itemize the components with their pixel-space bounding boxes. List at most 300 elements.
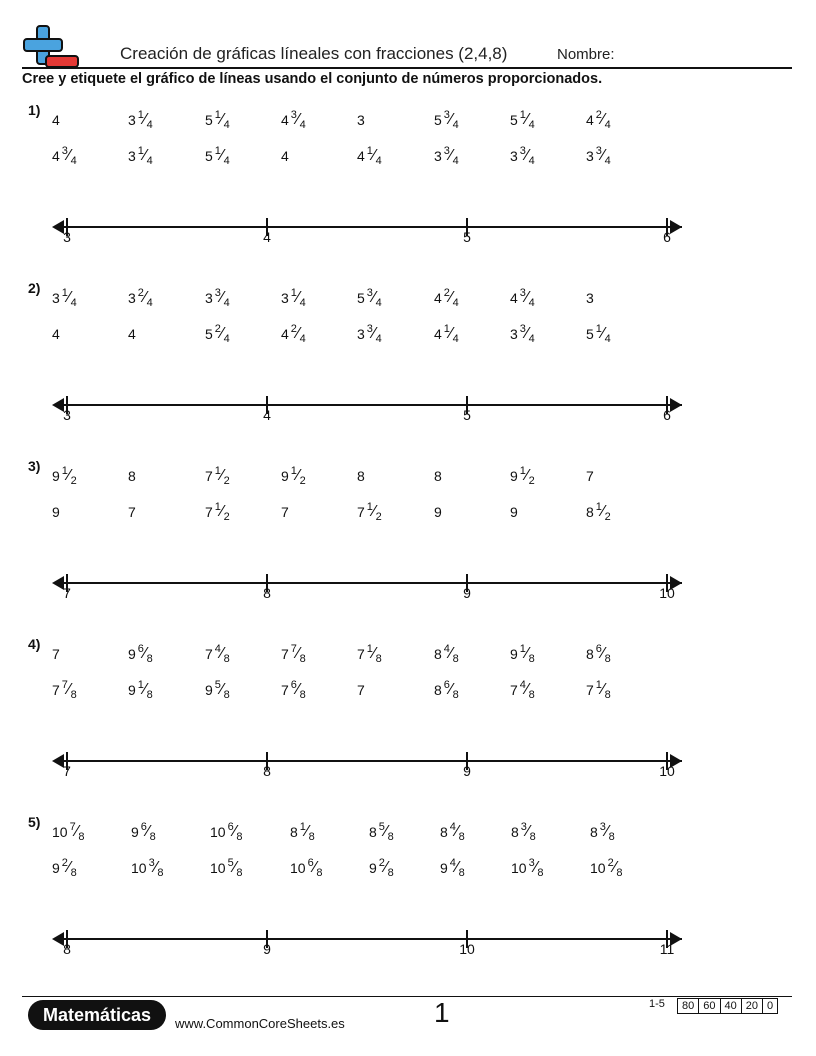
score-cell: 20 <box>741 999 762 1013</box>
denominator: 4 <box>375 333 382 345</box>
numerator: 1 <box>214 145 221 157</box>
denominator: 4 <box>223 333 230 345</box>
fraction-slash: ⁄ <box>449 289 453 306</box>
whole-part: 9 <box>52 860 60 876</box>
numerator: 3 <box>214 287 221 299</box>
fraction-slash: ⁄ <box>296 467 300 484</box>
mixed-number <box>357 113 367 127</box>
fraction-slash: ⁄ <box>220 325 224 342</box>
mixed-number <box>434 643 459 665</box>
mixed-number <box>590 857 623 879</box>
whole-part: 9 <box>510 468 518 484</box>
name-label: Nombre: <box>557 46 615 63</box>
mixed-number <box>586 643 611 665</box>
numerator: 3 <box>519 145 526 157</box>
numerator: 1 <box>214 465 221 477</box>
numerator: 3 <box>520 821 527 833</box>
denominator: 4 <box>452 333 459 345</box>
denominator: 2 <box>70 475 77 487</box>
mixed-number <box>510 679 535 701</box>
fraction-slash: ⁄ <box>143 147 147 164</box>
whole-part: 7 <box>281 646 289 662</box>
problem-2 <box>0 280 816 458</box>
whole-part: 9 <box>205 682 213 698</box>
numerator: 3 <box>595 145 602 157</box>
fraction-slash: ⁄ <box>455 859 459 876</box>
numerator: 1 <box>443 323 450 335</box>
mixed-number <box>281 287 306 309</box>
mixed-number <box>281 323 306 345</box>
fraction-slash: ⁄ <box>296 111 300 128</box>
fraction-slash: ⁄ <box>601 147 605 164</box>
fraction-slash: ⁄ <box>67 467 71 484</box>
denominator: 8 <box>528 653 535 665</box>
mixed-number <box>434 469 444 483</box>
arrow-right-icon <box>670 220 682 234</box>
whole-part: 4 <box>281 148 289 164</box>
whole-part: 10 <box>210 860 226 876</box>
denominator: 8 <box>608 831 615 843</box>
tick-label: 6 <box>663 407 671 423</box>
numerator: 6 <box>290 679 297 691</box>
denominator: 8 <box>528 689 535 701</box>
whole-part: 3 <box>52 290 60 306</box>
mixed-number <box>434 679 459 701</box>
whole-part: 4 <box>52 326 60 342</box>
fraction-slash: ⁄ <box>534 859 538 876</box>
denominator: 4 <box>299 119 306 131</box>
mixed-number <box>205 145 230 167</box>
mixed-number <box>434 145 459 167</box>
whole-part: 9 <box>510 504 518 520</box>
score-cell: 60 <box>698 999 719 1013</box>
mixed-number <box>357 501 382 523</box>
fraction-slash: ⁄ <box>449 147 453 164</box>
whole-part: 8 <box>290 824 298 840</box>
numerator: 2 <box>137 287 144 299</box>
fraction-slash: ⁄ <box>220 289 224 306</box>
denominator: 8 <box>236 831 243 843</box>
whole-part: 4 <box>357 148 365 164</box>
fraction-slash: ⁄ <box>601 681 605 698</box>
numerator: 6 <box>140 821 147 833</box>
whole-part: 9 <box>128 646 136 662</box>
denominator: 4 <box>604 333 611 345</box>
score-cell: 0 <box>762 999 777 1013</box>
mixed-number <box>586 469 596 483</box>
numerator: 1 <box>519 109 526 121</box>
mixed-number <box>128 327 138 341</box>
whole-part: 3 <box>586 290 594 306</box>
fraction-slash: ⁄ <box>67 681 71 698</box>
problem-number: 1) <box>28 102 41 118</box>
mixed-number <box>511 821 536 843</box>
fraction-slash: ⁄ <box>220 503 224 520</box>
numerator: 3 <box>366 323 373 335</box>
mixed-number <box>510 643 535 665</box>
mixed-number <box>290 857 323 879</box>
whole-part: 9 <box>281 468 289 484</box>
numerator: 2 <box>607 857 614 869</box>
fraction-slash: ⁄ <box>143 289 147 306</box>
fraction-slash: ⁄ <box>525 681 529 698</box>
numerator: 5 <box>378 821 385 833</box>
whole-part: 5 <box>510 112 518 128</box>
denominator: 4 <box>528 333 535 345</box>
whole-part: 10 <box>511 860 527 876</box>
whole-part: 3 <box>281 290 289 306</box>
denominator: 8 <box>236 867 243 879</box>
fraction-slash: ⁄ <box>154 859 158 876</box>
fraction-slash: ⁄ <box>525 147 529 164</box>
tick-label: 8 <box>63 941 71 957</box>
denominator: 8 <box>299 653 306 665</box>
denominator: 8 <box>387 831 394 843</box>
denominator: 4 <box>146 155 153 167</box>
whole-part: 10 <box>590 860 606 876</box>
whole-part: 3 <box>128 112 136 128</box>
denominator: 8 <box>146 689 153 701</box>
numerator: 1 <box>366 501 373 513</box>
fraction-slash: ⁄ <box>601 325 605 342</box>
mixed-number <box>210 857 243 879</box>
whole-part: 10 <box>52 824 68 840</box>
fraction-slash: ⁄ <box>220 147 224 164</box>
denominator: 2 <box>604 511 611 523</box>
whole-part: 3 <box>128 290 136 306</box>
denominator: 8 <box>299 689 306 701</box>
denominator: 8 <box>616 867 623 879</box>
number-line <box>52 749 692 785</box>
mixed-number <box>281 149 291 163</box>
numerator: 1 <box>366 145 373 157</box>
denominator: 2 <box>299 475 306 487</box>
number-line <box>52 393 692 429</box>
fraction-slash: ⁄ <box>220 645 224 662</box>
denominator: 4 <box>375 155 382 167</box>
whole-part: 7 <box>281 504 289 520</box>
whole-part: 7 <box>281 682 289 698</box>
arrow-right-icon <box>670 398 682 412</box>
whole-part: 3 <box>434 148 442 164</box>
fraction-slash: ⁄ <box>525 289 529 306</box>
numerator: 1 <box>595 501 602 513</box>
fraction-slash: ⁄ <box>525 111 529 128</box>
fraction-slash: ⁄ <box>220 681 224 698</box>
whole-part: 9 <box>52 504 60 520</box>
fraction-slash: ⁄ <box>605 823 609 840</box>
mixed-number <box>205 501 230 523</box>
denominator: 2 <box>223 475 230 487</box>
mixed-number <box>210 821 243 843</box>
mixed-number <box>52 647 62 661</box>
whole-part: 8 <box>586 504 594 520</box>
problem-number: 2) <box>28 280 41 296</box>
whole-part: 8 <box>369 824 377 840</box>
mixed-number <box>357 643 382 665</box>
whole-part: 9 <box>131 824 139 840</box>
mixed-number <box>510 323 535 345</box>
whole-part: 4 <box>281 112 289 128</box>
denominator: 4 <box>452 297 459 309</box>
denominator: 8 <box>387 867 394 879</box>
whole-part: 7 <box>586 682 594 698</box>
number-line <box>52 927 692 963</box>
numerator: 3 <box>519 287 526 299</box>
whole-part: 10 <box>131 860 147 876</box>
whole-part: 4 <box>52 112 60 128</box>
tick-label: 9 <box>463 585 471 601</box>
problem-5 <box>0 814 816 992</box>
tick-label: 9 <box>263 941 271 957</box>
whole-part: 10 <box>210 824 226 840</box>
problem-4 <box>0 636 816 814</box>
mixed-number <box>128 505 138 519</box>
fraction-slash: ⁄ <box>525 645 529 662</box>
score-cell: 80 <box>682 1000 695 1012</box>
fraction-slash: ⁄ <box>525 325 529 342</box>
mixed-number <box>52 679 77 701</box>
denominator: 8 <box>604 689 611 701</box>
whole-part: 8 <box>434 682 442 698</box>
whole-part: 8 <box>434 646 442 662</box>
fraction-slash: ⁄ <box>313 859 317 876</box>
whole-part: 9 <box>440 860 448 876</box>
fraction-slash: ⁄ <box>305 823 309 840</box>
numerator: 2 <box>214 323 221 335</box>
mixed-number <box>52 327 62 341</box>
fraction-slash: ⁄ <box>372 289 376 306</box>
whole-part: 10 <box>290 860 306 876</box>
denominator: 8 <box>223 653 230 665</box>
mixed-number <box>205 679 230 701</box>
fraction-slash: ⁄ <box>601 645 605 662</box>
fraction-slash: ⁄ <box>372 645 376 662</box>
mixed-number <box>281 465 306 487</box>
numerator: 1 <box>519 465 526 477</box>
tick-label: 4 <box>263 407 271 423</box>
whole-part: 7 <box>357 682 365 698</box>
fraction-slash: ⁄ <box>449 645 453 662</box>
denominator: 4 <box>528 119 535 131</box>
instructions: Cree y etiquete el gráfico de líneas usando el conjunto de números proporcionados. <box>22 71 603 87</box>
numerator: 5 <box>227 857 234 869</box>
mixed-number <box>52 287 77 309</box>
numerator: 3 <box>528 857 535 869</box>
mixed-number <box>590 821 615 843</box>
page-number: 1 <box>434 997 450 1028</box>
tick-label: 11 <box>659 941 675 957</box>
whole-part: 4 <box>434 326 442 342</box>
denominator: 8 <box>452 653 459 665</box>
whole-part: 7 <box>357 646 365 662</box>
numerator: 2 <box>378 857 385 869</box>
problem-3 <box>0 458 816 636</box>
numerator: 6 <box>227 821 234 833</box>
fraction-slash: ⁄ <box>67 147 71 164</box>
numerator: 1 <box>595 679 602 691</box>
mixed-number <box>511 857 544 879</box>
header-divider <box>22 67 792 69</box>
denominator: 8 <box>146 653 153 665</box>
tick-label: 3 <box>63 229 71 245</box>
denominator: 8 <box>458 831 465 843</box>
fraction-slash: ⁄ <box>384 823 388 840</box>
whole-part: 8 <box>128 468 136 484</box>
mixed-number <box>281 505 291 519</box>
fraction-slash: ⁄ <box>296 325 300 342</box>
mixed-number <box>586 501 611 523</box>
mixed-number <box>357 683 367 697</box>
numerator: 6 <box>307 857 314 869</box>
fraction-slash: ⁄ <box>455 823 459 840</box>
numerator: 6 <box>443 679 450 691</box>
denominator: 4 <box>299 333 306 345</box>
whole-part: 3 <box>357 326 365 342</box>
mixed-number <box>510 465 535 487</box>
mixed-number <box>510 109 535 131</box>
fraction-slash: ⁄ <box>220 111 224 128</box>
whole-part: 5 <box>205 112 213 128</box>
numerator: 3 <box>443 109 450 121</box>
denominator: 4 <box>528 155 535 167</box>
whole-part: 7 <box>52 646 60 662</box>
whole-part: 9 <box>434 504 442 520</box>
numerator: 1 <box>519 643 526 655</box>
fraction-slash: ⁄ <box>449 111 453 128</box>
mixed-number <box>128 469 138 483</box>
fraction-slash: ⁄ <box>525 467 529 484</box>
numerator: 7 <box>69 821 76 833</box>
numerator: 3 <box>290 109 297 121</box>
denominator: 8 <box>458 867 465 879</box>
whole-part: 8 <box>440 824 448 840</box>
numerator: 6 <box>137 643 144 655</box>
score-range: 1-5 <box>649 998 665 1010</box>
whole-part: 4 <box>281 326 289 342</box>
whole-part: 9 <box>510 646 518 662</box>
tick-label: 9 <box>463 763 471 779</box>
whole-part: 7 <box>205 504 213 520</box>
mixed-number <box>290 821 315 843</box>
fraction-slash: ⁄ <box>67 859 71 876</box>
number-line <box>52 215 692 251</box>
denominator: 4 <box>70 155 77 167</box>
mixed-number <box>52 857 77 879</box>
fraction-slash: ⁄ <box>296 289 300 306</box>
tick-label: 4 <box>263 229 271 245</box>
problem-number: 3) <box>28 458 41 474</box>
denominator: 4 <box>452 155 459 167</box>
numerator: 2 <box>61 857 68 869</box>
denominator: 8 <box>78 831 85 843</box>
fraction-slash: ⁄ <box>372 503 376 520</box>
whole-part: 5 <box>357 290 365 306</box>
fraction-slash: ⁄ <box>601 503 605 520</box>
fraction-slash: ⁄ <box>372 147 376 164</box>
denominator: 8 <box>604 653 611 665</box>
numerator: 4 <box>519 679 526 691</box>
mixed-number <box>510 145 535 167</box>
fraction-slash: ⁄ <box>75 823 79 840</box>
numerator: 2 <box>290 323 297 335</box>
site-url: www.CommonCoreSheets.es <box>175 1016 345 1031</box>
score-cell: 40 <box>720 999 741 1013</box>
numerator: 3 <box>443 145 450 157</box>
numerator: 3 <box>61 145 68 157</box>
tick-label: 10 <box>459 941 475 957</box>
mixed-number <box>440 857 465 879</box>
denominator: 8 <box>149 831 156 843</box>
whole-part: 4 <box>586 112 594 128</box>
fraction-slash: ⁄ <box>233 859 237 876</box>
numerator: 4 <box>214 643 221 655</box>
whole-part: 8 <box>590 824 598 840</box>
tick-label: 5 <box>463 229 471 245</box>
whole-part: 7 <box>205 646 213 662</box>
tick-label: 7 <box>63 763 71 779</box>
whole-part: 5 <box>205 326 213 342</box>
score-box <box>677 998 778 1014</box>
denominator: 4 <box>223 119 230 131</box>
mixed-number <box>52 465 77 487</box>
denominator: 8 <box>316 867 323 879</box>
number-line <box>52 571 692 607</box>
brand-badge: Matemáticas <box>28 1000 166 1030</box>
whole-part: 4 <box>52 148 60 164</box>
numerator: 1 <box>290 465 297 477</box>
mixed-number <box>128 287 153 309</box>
mixed-number <box>128 145 153 167</box>
tick-label: 7 <box>63 585 71 601</box>
numerator: 2 <box>443 287 450 299</box>
mixed-number <box>281 679 306 701</box>
denominator: 8 <box>537 867 544 879</box>
whole-part: 3 <box>205 290 213 306</box>
numerator: 1 <box>137 145 144 157</box>
numerator: 1 <box>137 109 144 121</box>
numerator: 1 <box>214 109 221 121</box>
tick-label: 10 <box>659 585 675 601</box>
numerator: 3 <box>366 287 373 299</box>
whole-part: 3 <box>510 326 518 342</box>
numerator: 1 <box>61 465 68 477</box>
whole-part: 5 <box>434 112 442 128</box>
problem-number: 5) <box>28 814 41 830</box>
mixed-number <box>586 679 611 701</box>
whole-part: 7 <box>357 504 365 520</box>
mixed-number <box>128 643 153 665</box>
denominator: 8 <box>375 653 382 665</box>
numerator: 6 <box>595 643 602 655</box>
denominator: 4 <box>70 297 77 309</box>
numerator: 1 <box>595 323 602 335</box>
fraction-slash: ⁄ <box>143 681 147 698</box>
whole-part: 7 <box>128 504 136 520</box>
mixed-number <box>586 145 611 167</box>
plus-minus-logo-icon <box>22 24 80 70</box>
mixed-number <box>52 505 62 519</box>
tick-label: 10 <box>659 763 675 779</box>
numerator: 1 <box>290 287 297 299</box>
whole-part: 9 <box>52 468 60 484</box>
fraction-slash: ⁄ <box>526 823 530 840</box>
fraction-slash: ⁄ <box>143 111 147 128</box>
mixed-number <box>357 145 382 167</box>
whole-part: 4 <box>510 290 518 306</box>
tick-label: 8 <box>263 585 271 601</box>
page-title: Creación de gráficas líneales con fracciones (2,4,8) <box>120 44 508 63</box>
